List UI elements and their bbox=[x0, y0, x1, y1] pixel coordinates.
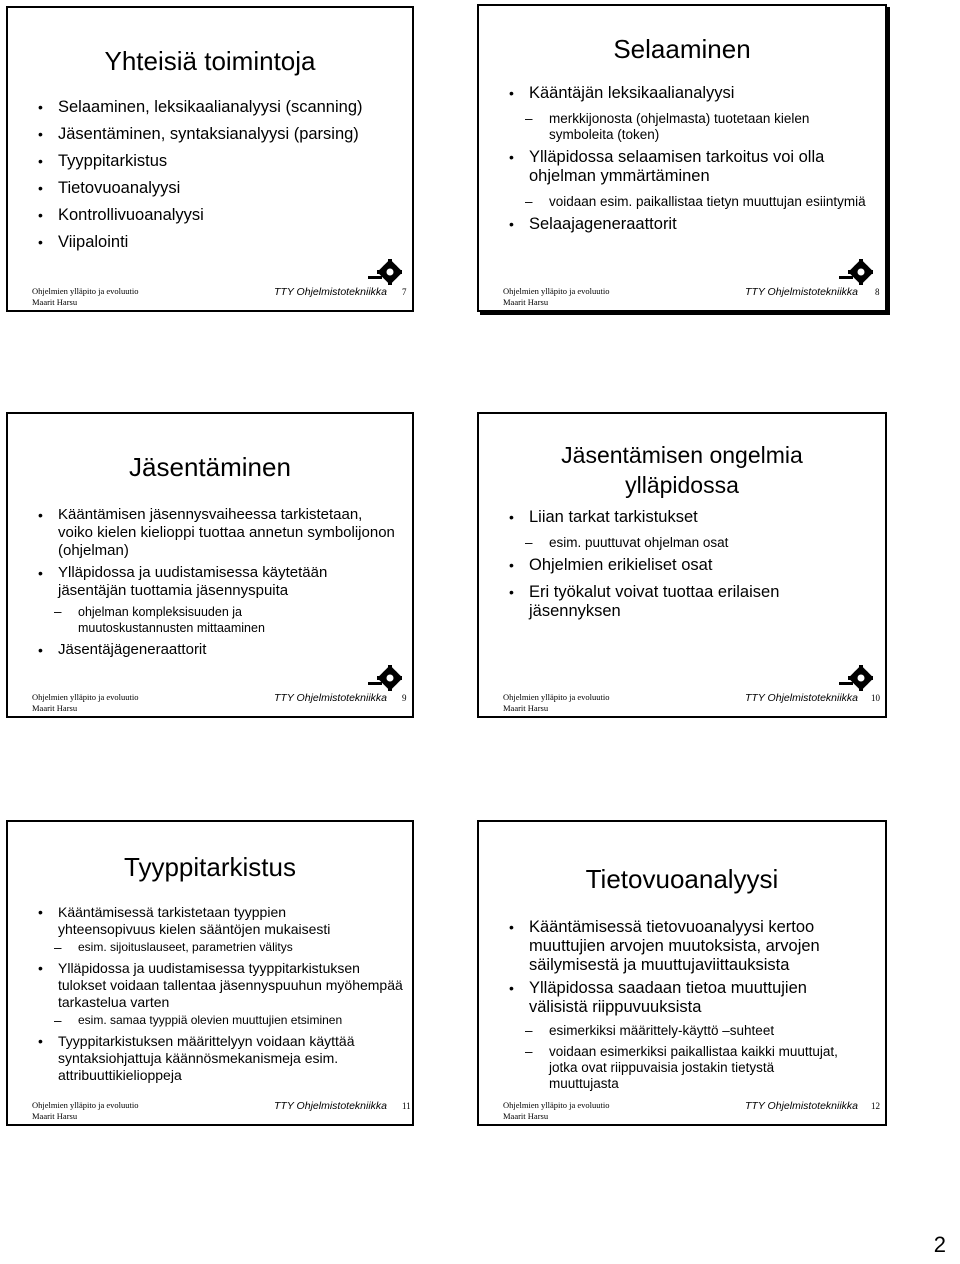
slide-number: 12 bbox=[871, 1101, 880, 1111]
bullet: • Ylläpidossa selaamisen tarkoitus voi olla ohjelman ymmärtäminen bbox=[505, 148, 859, 186]
slide-number: 7 bbox=[402, 287, 407, 297]
slide-number: 9 bbox=[402, 693, 407, 703]
bullet: • Selaaminen, leksikaalianalyysi (scanning) bbox=[34, 98, 398, 117]
tty-logo-icon bbox=[368, 258, 402, 286]
bullet: • Tietovuoanalyysi bbox=[34, 179, 398, 198]
sub-bullet: – esimerkiksi määrittely-käyttö –suhteet bbox=[505, 1023, 871, 1039]
slide-body bbox=[34, 904, 403, 1092]
tty-logo-icon bbox=[839, 664, 873, 692]
sub-bullet: – voidaan esim. paikallistaa tietyn muuttujan esiintymiä bbox=[505, 194, 869, 210]
slide-title: Jäsentäminen bbox=[129, 452, 291, 482]
slide-title: Jäsentämisen ongelmia ylläpidossa bbox=[561, 442, 803, 498]
bullet: • Kääntämisessä tarkistetaan tyyppien yhteensopivuus kielen sääntöjen mukaisesti bbox=[34, 904, 378, 938]
sub-bullet: – esim. samaa tyyppiä olevien muuttujien etsiminen bbox=[34, 1013, 398, 1028]
bullet: • Jäsentäminen, syntaksianalyysi (parsing) bbox=[34, 125, 398, 144]
slide-body bbox=[505, 508, 871, 629]
footer-left: Ohjelmien ylläpito ja evoluutio Maarit Harsu bbox=[503, 1100, 610, 1121]
slide-title: Yhteisiä toimintoja bbox=[104, 46, 316, 76]
bullet: • Ylläpidossa ja uudistamisessa tyyppitarkistuksen tulokset voidaan tallentaa jäsennyspuuhun myöhempää tarkastelua varten bbox=[34, 960, 408, 1011]
bullet: • Ylläpidossa ja uudistamisessa käytetään jäsentäjän tuottamia jäsennyspuita bbox=[34, 564, 358, 600]
footer-left: Ohjelmien ylläpito ja evoluutio Maarit Harsu bbox=[503, 692, 610, 713]
bullet: • Kääntämisessä tietovuoanalyysi kertoo muuttujien arvojen muutoksista, arvojen säilymisestä ja muuttujaviittauksista bbox=[505, 918, 849, 975]
sub-bullet: – voidaan esimerkiksi paikallistaa kaikki muuttujat, jotka ovat riippuvaisia jostakin tietystä muuttujasta bbox=[505, 1044, 839, 1092]
slide-12 bbox=[477, 820, 887, 1126]
slide-footer bbox=[8, 682, 412, 716]
bullet: • Kääntämisen jäsennysvaiheessa tarkistetaan, voiko kielen kielioppi tuottaa annetun symbolijonon (ohjelman) bbox=[34, 506, 398, 560]
slide-8 bbox=[477, 4, 887, 312]
footer-dept: TTY Ohjelmistotekniikka bbox=[274, 692, 388, 704]
bullet: • Eri työkalut voivat tuottaa erilaisen jäsennyksen bbox=[505, 583, 829, 621]
bullet: • Kontrollivuoanalyysi bbox=[34, 206, 398, 225]
bullet: • Tyyppitarkistuksen määrittelyyn voidaan käyttää syntaksiohjattuja käännösmekanismeja esim. attribuuttikielioppeja bbox=[34, 1033, 398, 1084]
footer-dept: TTY Ohjelmistotekniikka bbox=[745, 1100, 859, 1112]
bullet: • Selaajageneraattorit bbox=[505, 215, 871, 234]
slide-footer bbox=[8, 1090, 412, 1124]
slide-body bbox=[34, 506, 398, 667]
tty-logo-icon bbox=[839, 258, 873, 286]
page-number: 2 bbox=[933, 1232, 946, 1257]
slide-body bbox=[505, 918, 871, 1097]
footer-dept: TTY Ohjelmistotekniikka bbox=[745, 286, 859, 298]
sub-bullet: – esim. sijoituslauseet, parametrien välitys bbox=[34, 940, 398, 955]
sub-bullet: – esim. puuttuvat ohjelman osat bbox=[505, 535, 871, 551]
slide-title: Tietovuoanalyysi bbox=[585, 864, 779, 894]
slide-body bbox=[505, 84, 871, 242]
slide-body bbox=[34, 98, 398, 260]
tty-logo-icon bbox=[368, 664, 402, 692]
bullet: • Jäsentäjägeneraattorit bbox=[34, 641, 398, 659]
slide-9 bbox=[6, 412, 414, 718]
slide-footer bbox=[479, 276, 885, 310]
slide-11 bbox=[6, 820, 414, 1126]
footer-dept: TTY Ohjelmistotekniikka bbox=[274, 1100, 388, 1112]
bullet: • Kääntäjän leksikaalianalyysi bbox=[505, 84, 871, 103]
slide-title: Selaaminen bbox=[613, 34, 751, 64]
sub-bullet: – ohjelman kompleksisuuden ja muutoskustannusten mittaaminen bbox=[34, 604, 298, 636]
bullet: • Liian tarkat tarkistukset bbox=[505, 508, 871, 527]
slide-number: 8 bbox=[875, 287, 880, 297]
slide-footer bbox=[8, 276, 412, 310]
footer-left: Ohjelmien ylläpito ja evoluutio Maarit Harsu bbox=[32, 1100, 139, 1121]
bullet: • Tyyppitarkistus bbox=[34, 152, 398, 171]
sub-bullet: – merkkijonosta (ohjelmasta) tuotetaan kielen symboleita (token) bbox=[505, 111, 849, 143]
slide-number: 11 bbox=[402, 1101, 411, 1111]
footer-left: Ohjelmien ylläpito ja evoluutio Maarit Harsu bbox=[503, 286, 610, 307]
slide-10 bbox=[477, 412, 887, 718]
footer-dept: TTY Ohjelmistotekniikka bbox=[274, 286, 388, 298]
footer-dept: TTY Ohjelmistotekniikka bbox=[745, 692, 859, 704]
footer-left: Ohjelmien ylläpito ja evoluutio Maarit Harsu bbox=[32, 286, 139, 307]
slide-number: 10 bbox=[871, 693, 880, 703]
slide-title: Tyyppitarkistus bbox=[124, 852, 296, 882]
bullet: • Viipalointi bbox=[34, 233, 398, 252]
bullet: • Ylläpidossa saadaan tietoa muuttujien välisistä riippuvuuksista bbox=[505, 979, 829, 1017]
slide-footer bbox=[479, 682, 885, 716]
slide-7 bbox=[6, 6, 414, 312]
slide-footer bbox=[479, 1090, 885, 1124]
bullet: • Ohjelmien erikieliset osat bbox=[505, 556, 871, 575]
footer-left: Ohjelmien ylläpito ja evoluutio Maarit Harsu bbox=[32, 692, 139, 713]
